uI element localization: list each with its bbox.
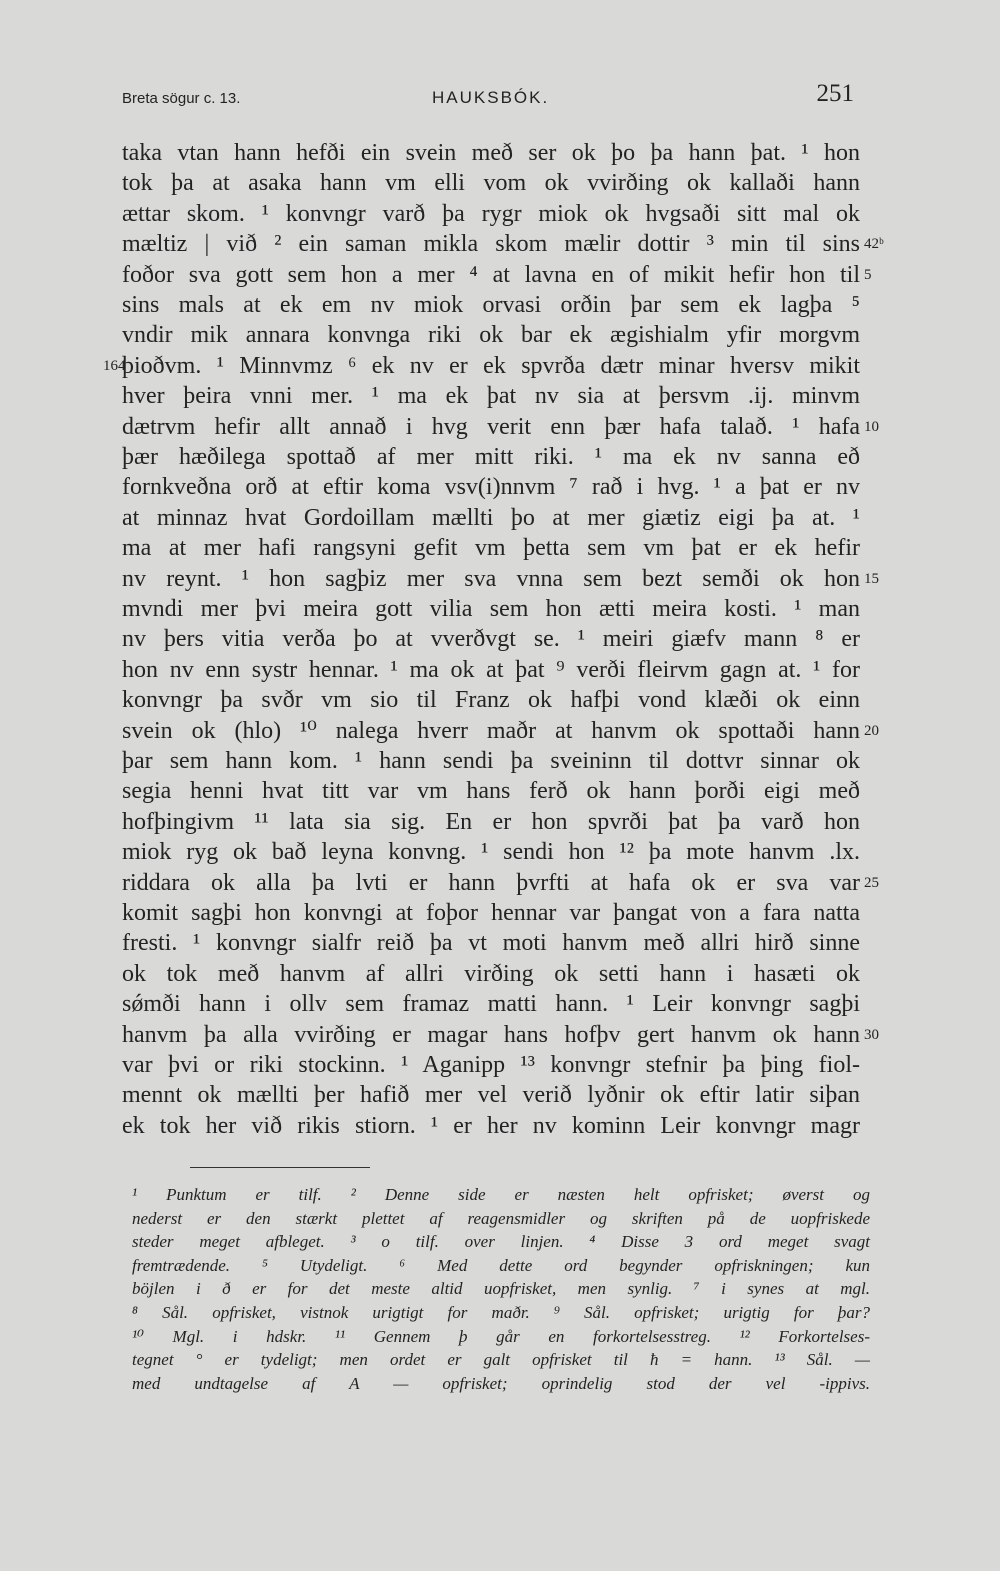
text-line: fresti. ¹ konvngr sialfr reið þa vt moti hanvm með allri hirð sinne xyxy=(122,930,860,957)
text-line: miok ryg ok bað leyna konvng. ¹ sendi hon ¹² þa mote hanvm .lx. xyxy=(122,839,860,866)
text-line: komit sagþi hon konvngi at foþor hennar var þangat von a fara natta xyxy=(122,900,860,926)
footnote-line: tegnet ° er tydeligt; men ordet er galt opfrisket til ħ = hann. ¹³ Sål. — xyxy=(132,1350,870,1370)
chapter-reference: Breta sögur c. 13. xyxy=(122,90,241,107)
footnote-line: ¹ Punktum er tilf. ² Denne side er næsten helt opfrisket; øverst og xyxy=(132,1185,870,1204)
line-number-left: 164 xyxy=(103,357,126,374)
text-line: þioðvm. ¹ Minnvmz ⁶ ek nv er ek spvrða dætr minar hversv mikit xyxy=(122,352,860,379)
line-number-right: 25 xyxy=(864,874,879,891)
text-line: riddara ok alla þa lvti er hann þvrfti at hafa ok er sva var xyxy=(122,869,860,896)
line-number-right: 10 xyxy=(864,418,879,435)
footnote-rule xyxy=(190,1167,370,1168)
footnote-line: fremtrædende. ⁵ Utydeligt. ⁶ Med dette ord begynder opfriskningen; kun xyxy=(132,1255,870,1275)
page-number: 251 xyxy=(816,80,854,107)
text-line: nv þers vitia verða þo at vverðvgt se. ¹ meiri giæfv mann ⁸ er xyxy=(122,626,860,653)
footnote-line: böjlen i ð er for det meste altid uopfrisket, men synlig. ⁷ i synes at mgl. xyxy=(132,1279,870,1299)
line-number-right: 30 xyxy=(864,1026,879,1043)
text-line: at minnaz hvat Gordoillam mællti þo at mer giætiz eigi þa at. ¹ xyxy=(122,504,860,531)
line-number-right: 5 xyxy=(864,266,872,283)
footnote-line: ⁸ Sål. opfrisket, vistnok urigtigt for maðr. ⁹ Sål. opfrisket; urigtig for þar? xyxy=(132,1303,870,1322)
text-line: þar sem hann kom. ¹ hann sendi þa sveininn til dottvr sinnar ok xyxy=(122,748,860,774)
text-line: ek tok her við rikis stiorn. ¹ er her nv kominn Leir konvngr magr xyxy=(122,1112,860,1139)
footnote-line: nederst er den stærkt plettet af reagensmidler og skriften på de uopfriskede xyxy=(132,1208,870,1228)
text-line: sins mals at ek em nv miok orvasi orðin þar sem ek lagþa ⁵ xyxy=(122,292,860,318)
text-line: ok tok með hanvm af allri virðing ok setti hann i hasæti ok xyxy=(122,960,860,987)
line-number-right: 42ᵇ xyxy=(864,236,884,253)
text-line: hon nv enn systr hennar. ¹ ma ok at þat ⁹ verði fleirvm gagn at. ¹ for xyxy=(122,656,860,683)
text-line: svein ok (hlo) ¹⁰ nalega hverr maðr at hanvm ok spottaði hann xyxy=(122,717,860,744)
text-line: mvndi mer þvi meira gott vilia sem hon ætti meira kosti. ¹ man xyxy=(122,596,860,622)
text-line: hver þeira vnni mer. ¹ ma ek þat nv sia at þersvm .ij. minvm xyxy=(122,383,860,410)
text-line: tok þa at asaka hann vm elli vom ok vvirðing ok kallaði hann xyxy=(122,170,860,197)
text-line: nv reynt. ¹ hon sagþiz mer sva vnna sem bezt semði ok hon xyxy=(122,565,860,592)
text-line: þær hæðilega spottað af mer mitt riki. ¹ ma ek nv sanna eð xyxy=(122,444,860,470)
running-header xyxy=(122,78,854,114)
text-line: konvngr þa svðr vm sio til Franz ok hafþi vond klæði ok einn xyxy=(122,687,860,714)
text-line: ma at mer hafi rangsyni gefit vm þetta sem vm þat er ek hefir xyxy=(122,535,860,562)
book-title: HAUKSBÓK. xyxy=(432,88,550,107)
text-line: ættar skom. ¹ konvngr varð þa rygr miok ok hvgsaði sitt mal ok xyxy=(122,200,860,227)
footnote-line: ¹⁰ Mgl. i hdskr. ¹¹ Gennem þ går en forkortelsesstreg. ¹² Forkortelses- xyxy=(132,1326,870,1346)
text-line: taka vtan hann hefði ein svein með ser ok þo þa hann þat. ¹ hon xyxy=(122,140,860,166)
text-line: foðor sva gott sem hon a mer ⁴ at lavna en of mikit hefir hon til xyxy=(122,261,860,288)
text-line: mennt ok mællti þer hafið mer vel verið lyðnir ok eftir latir siþan xyxy=(122,1082,860,1109)
text-line: sǿmði hann i ollv sem framaz matti hann. ¹ Leir konvngr sagþi xyxy=(122,991,860,1018)
text-line: hofþingivm ¹¹ lata sia sig. En er hon spvrði þat þa varð hon xyxy=(122,808,860,835)
footnote-line: med undtagelse af A — opfrisket; oprindelig stod der vel -ippivs. xyxy=(132,1373,870,1393)
text-line: fornkveðna orð at eftir koma vsv(i)nnvm ⁷ rað i hvg. ¹ a þat er nv xyxy=(122,474,860,501)
text-line: dætrvm hefir allt annað i hvg verit enn þær hafa talað. ¹ hafa xyxy=(122,413,860,440)
text-line: mæltiz | við ² ein saman mikla skom mælir dottir ³ min til sins xyxy=(122,231,860,258)
footnote-line: steder meget afbleget. ³ o tilf. over linjen. ⁴ Disse 3 ord meget svagt xyxy=(132,1232,870,1252)
line-number-right: 20 xyxy=(864,722,879,739)
text-line: vndir mik annara konvnga riki ok bar ek ægishialm yfir morgvm xyxy=(122,322,860,349)
text-line: segia henni hvat titt var vm hans ferð ok hann þorði eigi með xyxy=(122,778,860,805)
line-number-right: 15 xyxy=(864,570,879,587)
text-line: hanvm þa alla vvirðing er magar hans hofþv gert hanvm ok hann xyxy=(122,1021,860,1048)
text-line: var þvi or riki stockinn. ¹ Aganipp ¹³ konvngr stefnir þa þing fiol- xyxy=(122,1052,860,1078)
